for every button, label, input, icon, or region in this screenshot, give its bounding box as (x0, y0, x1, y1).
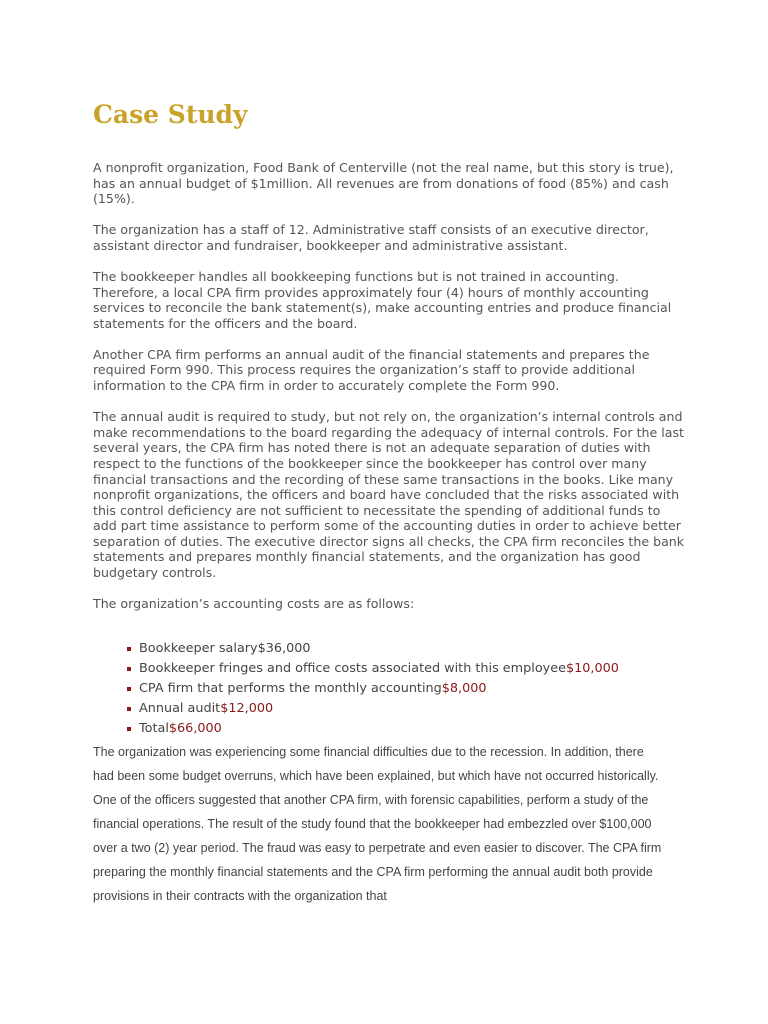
list-item (127, 719, 685, 739)
cost-label: CPA firm that performs the monthly accounting (139, 680, 442, 696)
paragraph-bookkeeper: The bookkeeper handles all bookkeeping functions but is not trained in accounting. Therefore, a local CPA firm provides approximately four (4) hours of monthly accounting services to reconcile the bank statement(s), make accounting entries and produce financial statements for the officers and the board. (93, 268, 672, 331)
page-title: Case Study (93, 100, 248, 129)
cost-label: Bookkeeper fringes and office costs associated with this employee (139, 660, 566, 676)
square-bullet-icon (127, 647, 131, 651)
square-bullet-icon (127, 667, 131, 671)
square-bullet-icon (127, 707, 131, 711)
cost-amount: $10,000 (565, 660, 619, 676)
paragraph-internal-controls: The annual audit is required to study, but not rely on, the organization’s internal controls and make recommendations to the board regarding the adequacy of internal controls. For the last several years, the CPA firm has noted there is not an adequate separation of duties with respect to the functions of the bookkeeper since the bookkeeper has control over many financial transactions and the recording of these same transactions in the books. Like many nonprofit organizations, the officers and board have concluded that the risks associated with this control deficiency are not sufficient to necessitate the spending of additional funds to add part time assistance to perform some of the accounting duties in order to achieve better separation of duties. The executive director signs all checks, the CPA firm reconciles the bank statements and prepares monthly financial statements, and the organization has good budgetary controls. (93, 409, 685, 581)
list-item (127, 639, 685, 659)
paragraph-fraud-finding: The organization was experiencing some financial difficulties due to the recession. In addition, there had been some budget overruns, which have been explained, but which have not occurred historically. One of the officers suggested that another CPA firm, with forensic capabilities, perform a study of the financial operations. The result of the study found that the bookkeeper had embezzled over $100,000 over a two (2) year period. The fraud was easy to perpetrate and even easier to discover. The CPA firm preparing the monthly financial statements and the CPA firm performing the annual audit both provide provisions in their contracts with the organization that (93, 744, 662, 903)
cost-label: Annual audit (139, 700, 221, 716)
cost-amount: $36,000 (257, 640, 311, 656)
list-item (127, 659, 685, 679)
cost-label: Bookkeeper salary (139, 640, 258, 656)
paragraph-costs-intro: The organization’s accounting costs are as follows: (93, 596, 415, 612)
document-body (93, 160, 685, 908)
square-bullet-icon (127, 687, 131, 691)
cost-amount: $66,000 (168, 720, 222, 736)
list-item (127, 699, 685, 719)
square-bullet-icon (127, 727, 131, 731)
cost-amount: $12,000 (220, 700, 274, 716)
cost-list (93, 639, 685, 739)
paragraph-audit-firm: Another CPA firm performs an annual audit of the financial statements and prepares the required Form 990. This process requires the organization’s staff to provide additional information to the CPA firm in order to accurately complete the Form 990. (93, 346, 650, 394)
cost-label: Total (139, 720, 169, 736)
paragraph-overview: A nonprofit organization, Food Bank of Centerville (not the real name, but this story is true), has an annual budget of $1million. All revenues are from donations of food (85%) and cash (15%). (93, 160, 674, 207)
list-item (127, 679, 685, 699)
cost-amount: $8,000 (441, 680, 487, 696)
paragraph-staff: The organization has a staff of 12. Administrative staff consists of an executive director, assistant director and fundraiser, bookkeeper and administrative assistant. (93, 222, 649, 253)
